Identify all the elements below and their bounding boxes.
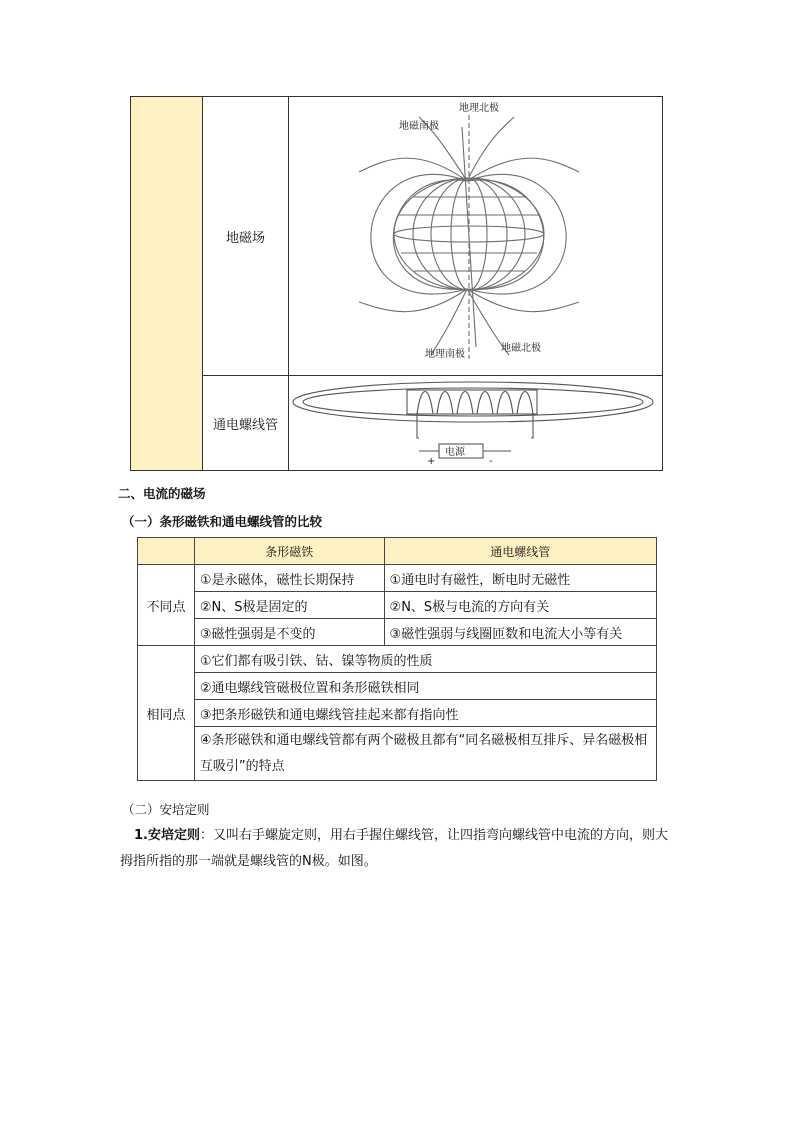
table-cell: ①是永磁体，磁性长期保持 xyxy=(194,565,384,592)
mag-south-label: 地磁南极 xyxy=(399,121,439,132)
subsection-title-2: （二）安培定则 xyxy=(122,802,210,817)
geomagnetic-label: 地磁场 xyxy=(203,97,289,376)
header-cell xyxy=(138,538,195,565)
geo-north-label: 地理北极 xyxy=(459,103,499,114)
diff-label: 不同点 xyxy=(138,565,195,646)
solenoid-field-diagram xyxy=(289,376,662,470)
header-cell: 条形磁铁 xyxy=(194,538,384,565)
table-row xyxy=(138,700,657,727)
rule-number: 1. xyxy=(134,828,148,843)
table-row xyxy=(138,619,657,646)
table-row xyxy=(138,646,657,673)
subsection-title-1: （一）条形磁铁和通电螺线管的比较 xyxy=(122,514,323,529)
earth-magnetic-field-figure xyxy=(289,97,662,376)
table-cell: ③磁性强弱是不变的 xyxy=(194,619,384,646)
ampere-rule-paragraph xyxy=(120,823,680,875)
table-row xyxy=(138,727,657,781)
table-cell: ④条形磁铁和通电螺线管都有两个磁极且都有“同名磁极相互排斥、异名磁极相互吸引”的特点 xyxy=(194,727,656,781)
solenoid-label: 通电螺线管 xyxy=(203,376,289,470)
solenoid-figure xyxy=(289,376,662,470)
table-cell: ③把条形磁铁和通电螺线管挂起来都有指向性 xyxy=(194,700,656,727)
table-cell: ②N、S极与电流的方向有关 xyxy=(384,592,656,619)
geo-south-label: 地理南极 xyxy=(425,349,465,360)
table-cell: ②N、S极是固定的 xyxy=(194,592,384,619)
minus-label: - xyxy=(489,456,493,467)
section-title: 二、电流的磁场 xyxy=(118,486,206,501)
same-label: 相同点 xyxy=(138,646,195,781)
geomagnetic-field-diagram xyxy=(289,97,662,376)
table-cell: ①它们都有吸引铁、钴、镍等物质的性质 xyxy=(194,646,656,673)
field-types-table xyxy=(130,96,663,471)
comparison-table xyxy=(137,537,657,781)
table-cell: ③磁性强弱与线圈匝数和电流大小等有关 xyxy=(384,619,656,646)
header-cell: 通电螺线管 xyxy=(384,538,656,565)
table-row xyxy=(138,565,657,592)
rule-text: ：又叫右手螺旋定则，用右手握住螺线管，让四指弯向螺线管中电流的方向，则大拇指所指的那一端就是螺线管的N极。如图。 xyxy=(120,828,669,869)
merged-category-cell xyxy=(131,97,203,470)
plus-label: + xyxy=(427,456,436,467)
table-row xyxy=(138,592,657,619)
table-header-row xyxy=(138,538,657,565)
mag-north-label: 地磁北极 xyxy=(501,343,541,354)
table-cell: ①通电时有磁性，断电时无磁性 xyxy=(384,565,656,592)
table-cell: ②通电螺线管磁极位置和条形磁铁相同 xyxy=(194,673,656,700)
rule-term: 安培定则 xyxy=(147,828,200,843)
table-row xyxy=(138,673,657,700)
power-label: 电源 xyxy=(445,447,465,458)
